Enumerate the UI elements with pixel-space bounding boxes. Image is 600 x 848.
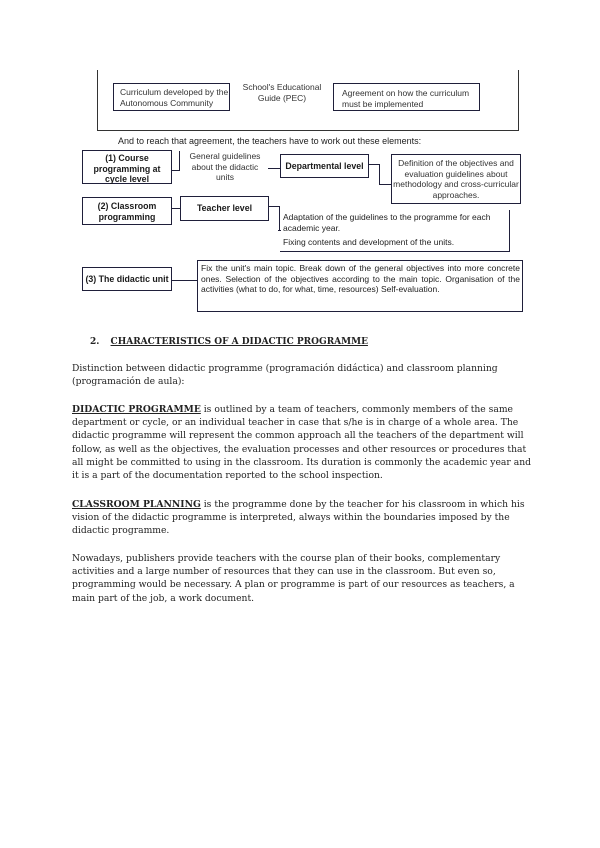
connector bbox=[172, 280, 197, 281]
connector bbox=[369, 164, 379, 165]
agreement-box: Agreement on how the curriculum must be implemented bbox=[333, 83, 480, 111]
fix-unit-box: Fix the unit's main topic. Break down of the general objectives into more concrete ones. Selection of the objectives according to the main topic. Organisation of the activities (what to do, for what, time, resources) Self-evaluation. bbox=[197, 260, 523, 312]
didactic-body: is outlined by a team of teachers, commonly members of the same department or cycle, or an individual teacher in case that s/he is in charge of a whole area. The didactic programme will represent the common approach all the teachers of the department will follow, as well as the objectives, the evaluation processes and other resources or procedures that all might be committed to using in the classroom. Its duration is commonly the academic year and it is a part of the documentation reported to the school inspection. bbox=[72, 404, 532, 482]
classroom-programming-box: (2) Classroom programming bbox=[82, 197, 172, 225]
connector bbox=[278, 230, 281, 231]
course-programming-box: (1) Course programming at cycle level bbox=[82, 150, 172, 184]
intro-line: And to reach that agreement, the teachers have to work out these elements: bbox=[118, 136, 422, 146]
pec-box: School's Educational Guide (PEC) bbox=[242, 82, 322, 103]
didactic-unit-box: (3) The didactic unit bbox=[82, 267, 172, 291]
section-number: 2. bbox=[90, 337, 100, 347]
section-heading bbox=[90, 336, 368, 349]
teacher-level-box: Teacher level bbox=[180, 196, 269, 221]
connector bbox=[268, 168, 280, 169]
nowadays-paragraph: Nowadays, publishers provide teachers with the course plan of their books, complementary activities and a large number of resources that they can use in the classroom. But even so, programming would be necessary. A plan or programme is part of our resources as teachers, a main part of the job, a work document. bbox=[72, 553, 515, 604]
connector bbox=[179, 151, 180, 171]
connector bbox=[172, 208, 180, 209]
connector bbox=[379, 184, 391, 185]
curriculum-box: Curriculum developed by the Autonomous Community bbox=[113, 83, 230, 111]
classroom-term: CLASSROOM PLANNING bbox=[72, 499, 201, 510]
distinction-paragraph: Distinction between didactic programme (programación didáctica) and classroom planning (programación de aula): bbox=[72, 363, 498, 388]
general-guidelines-box: General guidelines about the didactic units bbox=[189, 151, 261, 182]
didactic-paragraph bbox=[72, 403, 532, 482]
connector bbox=[269, 206, 279, 207]
definition-box: Definition of the objectives and evaluation guidelines about methodology and cross-curricular approaches. bbox=[391, 154, 521, 204]
classroom-body: is the programme done by the teacher for his classroom in which his vision of the didactic programme is interpreted, always within the boundaries imposed by the didactic programme. bbox=[72, 499, 525, 537]
adaptation-box: Adaptation of the guidelines to the programme for each academic year. Fixing contents and development of the units. bbox=[280, 210, 510, 252]
connector bbox=[172, 170, 179, 171]
departmental-level-box: Departmental level bbox=[280, 154, 369, 178]
classroom-paragraph bbox=[72, 498, 532, 538]
section-title: CHARACTERISTICS OF A DIDACTIC PROGRAMME bbox=[110, 337, 368, 347]
connector bbox=[379, 164, 380, 184]
didactic-term: DIDACTIC PROGRAMME bbox=[72, 404, 201, 415]
